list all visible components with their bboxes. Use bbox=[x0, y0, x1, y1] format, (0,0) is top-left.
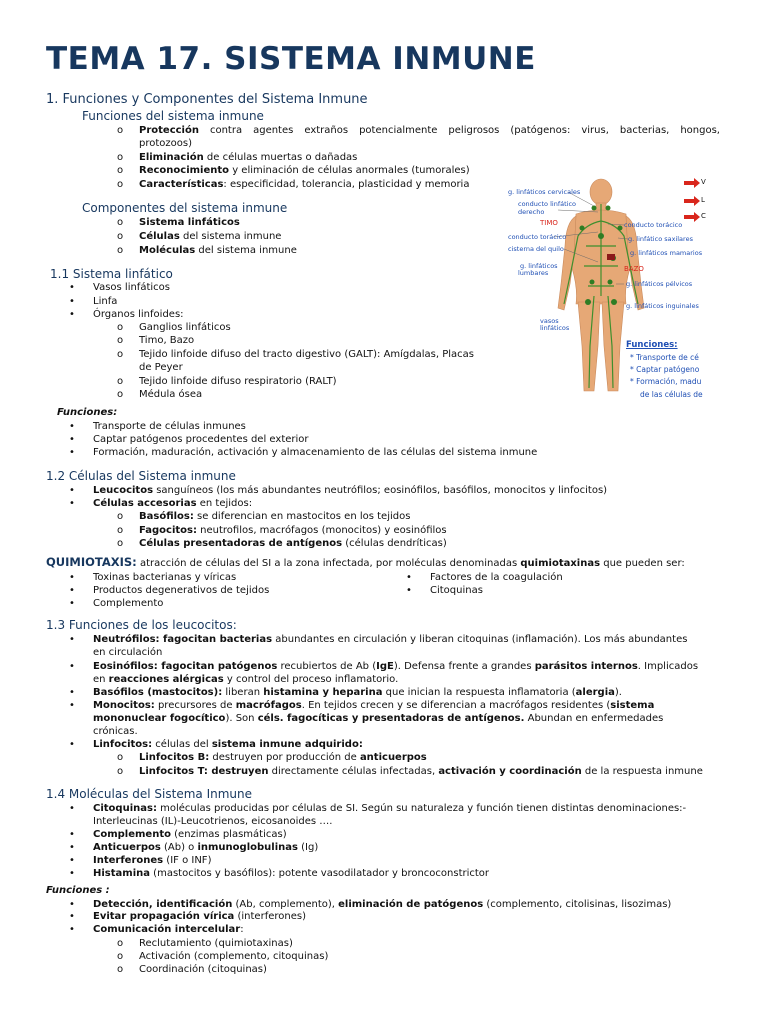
subheading-componentes: Componentes del sistema inmune bbox=[82, 201, 288, 215]
list-bullet: • bbox=[69, 700, 75, 711]
list-bullet: • bbox=[69, 421, 75, 432]
list-item-cont: en reacciones alérgicas y control del proceso inflamatorio. bbox=[93, 674, 399, 685]
list-item: Células presentadoras de antígenos (células dendríticas) bbox=[139, 538, 447, 549]
section-heading-1: 1. Funciones y Componentes del Sistema Inmune bbox=[46, 92, 368, 107]
label-lumbar-2: lumbares bbox=[518, 269, 549, 277]
list-bullet: o bbox=[116, 231, 124, 242]
list-item: Transporte de células inmunes bbox=[93, 421, 246, 432]
list-bullet: o bbox=[116, 349, 124, 360]
figure-function-1: * Transporte de cé bbox=[630, 353, 699, 362]
list-bullet: o bbox=[116, 179, 124, 190]
list-item: Basófilos: se diferencian en mastocitos en los tejidos bbox=[139, 511, 411, 522]
list-item: Tejido linfoide difuso respiratorio (RALT) bbox=[139, 376, 337, 387]
list-item-cont: Interleucinas (IL)-Leucotrienos, eicosanoides …. bbox=[93, 816, 333, 827]
list-bullet: • bbox=[69, 687, 75, 698]
label-right-duct: conducto linfático bbox=[518, 200, 576, 208]
list-item: Basófilos (mastocitos): liberan histamina y heparina que inician la respuesta inflamatoria (alergia). bbox=[93, 687, 622, 698]
list-bullet: o bbox=[116, 766, 124, 777]
section-heading-1-4: 1.4 Moléculas del Sistema Inmune bbox=[46, 787, 252, 801]
list-bullet: • bbox=[69, 911, 75, 922]
list-item: Complemento bbox=[93, 598, 164, 609]
list-bullet: o bbox=[116, 376, 124, 387]
list-bullet: o bbox=[116, 152, 124, 163]
list-item: Moléculas del sistema inmune bbox=[139, 245, 297, 256]
list-item: Formación, maduración, activación y almacenamiento de las células del sistema inmune bbox=[93, 447, 538, 458]
label-spleen: BAZO bbox=[624, 265, 644, 273]
label-mammary: g. linfáticos mamarios bbox=[630, 249, 703, 257]
list-bullet: o bbox=[116, 951, 124, 962]
list-item: Linfa bbox=[93, 296, 118, 307]
section-heading-1-3: 1.3 Funciones de los leucocitos: bbox=[46, 618, 237, 632]
list-item: Monocitos: precursores de macrófagos. En tejidos crecen y se diferencian a macrófagos residentes (sistema bbox=[93, 700, 655, 711]
label-cisterna: cisterna del quilo bbox=[508, 245, 564, 253]
list-item: Toxinas bacterianas y víricas bbox=[93, 572, 237, 583]
list-item: Linfocitos T: destruyen directamente células infectadas, activación y coordinación de la respuesta inmune bbox=[139, 766, 703, 777]
list-bullet: o bbox=[116, 938, 124, 949]
label-vessels: vasos bbox=[540, 317, 559, 325]
list-bullet: • bbox=[69, 598, 75, 609]
label-thoracic-r: conducto torácico bbox=[624, 221, 683, 229]
list-item: Captar patógenos procedentes del exterior bbox=[93, 434, 309, 445]
list-item: Células del sistema inmune bbox=[139, 231, 282, 242]
list-item: Vasos linfáticos bbox=[93, 282, 170, 293]
list-bullet: • bbox=[69, 572, 75, 583]
list-bullet: o bbox=[116, 752, 124, 763]
arrow-text-1: V bbox=[701, 178, 706, 186]
list-bullet: • bbox=[406, 572, 412, 583]
label-cervical: g. linfáticos cervicales bbox=[508, 188, 581, 196]
label-right-duct-2: derecho bbox=[518, 208, 545, 216]
list-item: Complemento (enzimas plasmáticas) bbox=[93, 829, 287, 840]
list-bullet: • bbox=[69, 803, 75, 814]
list-bullet: • bbox=[69, 498, 75, 509]
list-item: Fagocitos: neutrofilos, macrófagos (monocitos) y eosinófilos bbox=[139, 525, 447, 536]
list-item: Citoquinas bbox=[430, 585, 483, 596]
list-item: Factores de la coagulación bbox=[430, 572, 563, 583]
list-bullet: o bbox=[116, 125, 124, 136]
list-bullet: • bbox=[69, 842, 75, 853]
functions-label: Funciones: bbox=[57, 407, 118, 418]
list-bullet: • bbox=[69, 868, 75, 879]
list-bullet: • bbox=[69, 282, 75, 293]
label-inguinal: g. linfáticos inguinales bbox=[626, 302, 699, 310]
label-vessels-2: linfáticos bbox=[540, 324, 570, 332]
label-thymus: TIMO bbox=[540, 219, 558, 227]
list-item: Médula ósea bbox=[139, 389, 203, 400]
list-bullet: • bbox=[406, 585, 412, 596]
list-item: Productos degenerativos de tejidos bbox=[93, 585, 270, 596]
arrow-text-2: L bbox=[701, 196, 705, 204]
list-item: Reconocimiento y eliminación de células anormales (tumorales) bbox=[139, 165, 470, 176]
list-bullet: o bbox=[116, 525, 124, 536]
list-item: Comunicación intercelular: bbox=[93, 924, 244, 935]
list-bullet: • bbox=[69, 309, 75, 320]
list-bullet: o bbox=[116, 217, 124, 228]
list-item: Células accesorias en tejidos: bbox=[93, 498, 253, 509]
list-item: Eosinófilos: fagocitan patógenos recubiertos de Ab (IgE). Defensa frente a grandes parásitos internos. Implicados bbox=[93, 661, 699, 672]
functions-label-2: Funciones : bbox=[46, 885, 110, 896]
section-heading-1-1: 1.1 Sistema linfático bbox=[50, 267, 173, 281]
list-bullet: • bbox=[69, 434, 75, 445]
list-item: Reclutamiento (quimiotaxinas) bbox=[139, 938, 293, 949]
list-item-cont: mononuclear fogocítico). Son céls. fagocíticas y presentadoras de antígenos. Abundan en enfermedades bbox=[93, 713, 664, 724]
list-item: Protección contra agentes extraños potencialmente peligrosos (patógenos: virus, bacterias, hongos, bbox=[139, 125, 720, 136]
list-bullet: • bbox=[69, 585, 75, 596]
list-item: Coordinación (citoquinas) bbox=[139, 964, 267, 975]
list-item: Activación (complemento, citoquinas) bbox=[139, 951, 329, 962]
list-item: Anticuerpos (Ab) o inmunoglobulinas (Ig) bbox=[93, 842, 319, 853]
list-bullet: o bbox=[116, 245, 124, 256]
list-bullet: • bbox=[69, 739, 75, 750]
label-axillary: g. linfático saxilares bbox=[628, 235, 693, 243]
list-item: Citoquinas: moléculas producidas por células de SI. Según su naturaleza y función tienen distintas denominaciones:- bbox=[93, 803, 687, 814]
subheading-funciones: Funciones del sistema inmune bbox=[82, 109, 264, 123]
list-bullet: • bbox=[69, 855, 75, 866]
list-bullet: • bbox=[69, 634, 75, 645]
list-item-cont: crónicas. bbox=[93, 726, 138, 737]
list-bullet: • bbox=[69, 924, 75, 935]
label-pelvic: g. linfáticos pélvicos bbox=[626, 280, 693, 288]
figure-function-2: * Captar patógeno bbox=[630, 365, 700, 374]
list-bullet: • bbox=[69, 899, 75, 910]
chemotaxis-paragraph: QUIMIOTAXIS: atracción de células del SI a la zona infectada, por moléculas denominadas quimiotaxinas que pueden ser: bbox=[46, 555, 685, 569]
list-item: Características: especificidad, tolerancia, plasticidad y memoria bbox=[139, 179, 470, 190]
list-item-cont: de Peyer bbox=[139, 362, 183, 373]
list-bullet: • bbox=[69, 485, 75, 496]
figure-functions-title: Funciones: bbox=[626, 340, 678, 350]
list-bullet: o bbox=[116, 389, 124, 400]
list-item: Linfocitos: células del sistema inmune adquirido: bbox=[93, 739, 363, 750]
list-bullet: o bbox=[116, 322, 124, 333]
list-bullet: • bbox=[69, 661, 75, 672]
lymphatic-system-figure bbox=[506, 176, 704, 401]
figure-function-4: de las células de bbox=[640, 390, 703, 399]
list-item: Detección, identificación (Ab, complemento), eliminación de patógenos (complemento, citolisinas, lisozimas) bbox=[93, 899, 672, 910]
list-item: Leucocitos sanguíneos (los más abundantes neutrófilos; eosinófilos, basófilos, monocitos y linfocitos) bbox=[93, 485, 608, 496]
page-title: TEMA 17. SISTEMA INMUNE bbox=[46, 41, 536, 77]
list-item: Interferones (IF o INF) bbox=[93, 855, 212, 866]
list-item: Tejido linfoide difuso del tracto digestivo (GALT): Amígdalas, Placas bbox=[139, 349, 474, 360]
list-bullet: • bbox=[69, 829, 75, 840]
list-item: Eliminación de células muertas o dañadas bbox=[139, 152, 358, 163]
list-item: Órganos linfoides: bbox=[93, 309, 184, 320]
list-bullet: • bbox=[69, 447, 75, 458]
arrow-text-3: C bbox=[701, 212, 706, 220]
section-heading-1-2: 1.2 Células del Sistema inmune bbox=[46, 469, 236, 483]
list-item-cont: protozoos) bbox=[139, 138, 192, 149]
figure-function-3: * Formación, madu bbox=[630, 377, 702, 386]
label-lumbar: g. linfáticos bbox=[520, 262, 558, 270]
list-bullet: o bbox=[116, 538, 124, 549]
list-bullet: • bbox=[69, 296, 75, 307]
list-bullet: o bbox=[116, 165, 124, 176]
list-item: Linfocitos B: destruyen por producción de anticuerpos bbox=[139, 752, 427, 763]
label-thoracic: conducto torácico bbox=[508, 233, 567, 241]
list-bullet: o bbox=[116, 964, 124, 975]
list-item: Histamina (mastocitos y basófilos): potente vasodilatador y broncoconstrictor bbox=[93, 868, 490, 879]
list-item: Ganglios linfáticos bbox=[139, 322, 231, 333]
list-item: Sistema linfáticos bbox=[139, 217, 240, 228]
list-item: Evitar propagación vírica (interferones) bbox=[93, 911, 306, 922]
list-item: Neutrófilos: fagocitan bacterias abundantes en circulación y liberan citoquinas (inflamación). Los más abundantes bbox=[93, 634, 688, 645]
list-item: Timo, Bazo bbox=[139, 335, 195, 346]
list-item-cont: en circulación bbox=[93, 647, 163, 658]
list-bullet: o bbox=[116, 335, 124, 346]
list-bullet: o bbox=[116, 511, 124, 522]
